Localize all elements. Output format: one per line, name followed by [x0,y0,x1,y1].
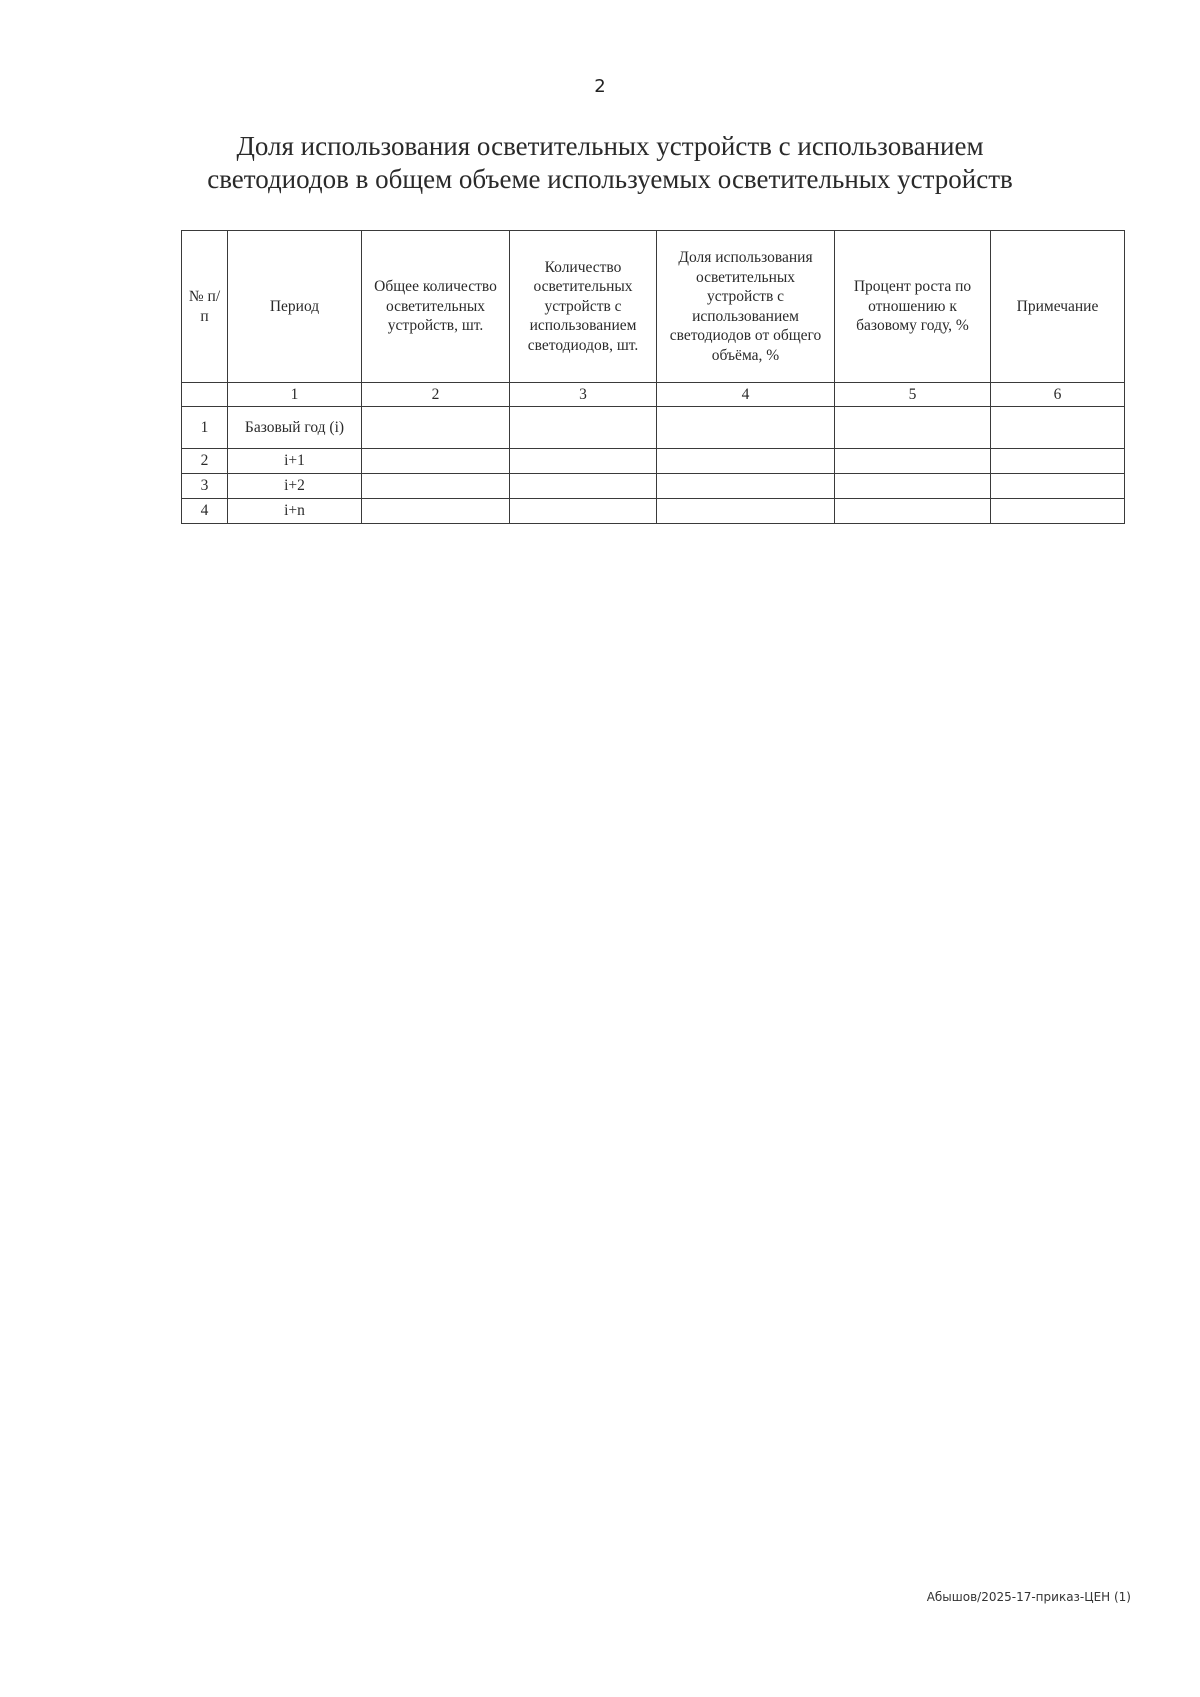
table-row [182,407,1125,449]
led-count-cell [510,474,657,499]
growth-percent-cell [835,499,991,524]
led-count-cell [510,449,657,474]
column-number-cell: 2 [362,383,510,407]
led-count-cell [510,499,657,524]
header-cell-led-count: Количество осветительных устройств с использованием светодиодов, шт. [510,231,657,383]
total-count-cell [362,449,510,474]
period-cell: i+1 [228,449,362,474]
table-row [182,499,1125,524]
row-number-cell: 1 [182,407,228,449]
led-share-cell [657,407,835,449]
total-count-cell [362,474,510,499]
header-cell-led-share: Доля использования осветительных устройств с использованием светодиодов от общего объёма, % [657,231,835,383]
column-number-cell: 4 [657,383,835,407]
note-cell [991,474,1125,499]
total-count-cell [362,407,510,449]
document-reference: Абышов/2025-17-приказ-ЦЕН (1) [926,1590,1131,1604]
column-number-row [182,383,1125,407]
led-share-cell [657,449,835,474]
title-line-1: Доля использования осветительных устройств с использованием [236,131,984,161]
table-row [182,474,1125,499]
led-share-table [181,230,1125,524]
column-number-cell: 5 [835,383,991,407]
column-number-cell: 6 [991,383,1125,407]
note-cell [991,499,1125,524]
row-number-cell: 4 [182,499,228,524]
led-share-cell [657,474,835,499]
total-count-cell [362,499,510,524]
column-number-cell: 3 [510,383,657,407]
column-number-cell [182,383,228,407]
period-cell: i+n [228,499,362,524]
column-number-cell: 1 [228,383,362,407]
led-count-cell [510,407,657,449]
header-cell-number: № п/п [182,231,228,383]
growth-percent-cell [835,474,991,499]
growth-percent-cell [835,407,991,449]
led-share-cell [657,499,835,524]
row-number-cell: 2 [182,449,228,474]
header-cell-total-count: Общее количество осветительных устройств, шт. [362,231,510,383]
table-header-row [182,231,1125,383]
row-number-cell: 3 [182,474,228,499]
period-cell: Базовый год (i) [228,407,362,449]
period-cell: i+2 [228,474,362,499]
header-cell-note: Примечание [991,231,1125,383]
title-line-2: светодиодов в общем объеме используемых осветительных устройств [207,164,1013,194]
header-cell-period: Период [228,231,362,383]
note-cell [991,449,1125,474]
note-cell [991,407,1125,449]
page-number: 2 [594,76,606,97]
document-title [150,130,1070,196]
table-row [182,449,1125,474]
growth-percent-cell [835,449,991,474]
header-cell-growth-percent: Процент роста по отношению к базовому году, % [835,231,991,383]
